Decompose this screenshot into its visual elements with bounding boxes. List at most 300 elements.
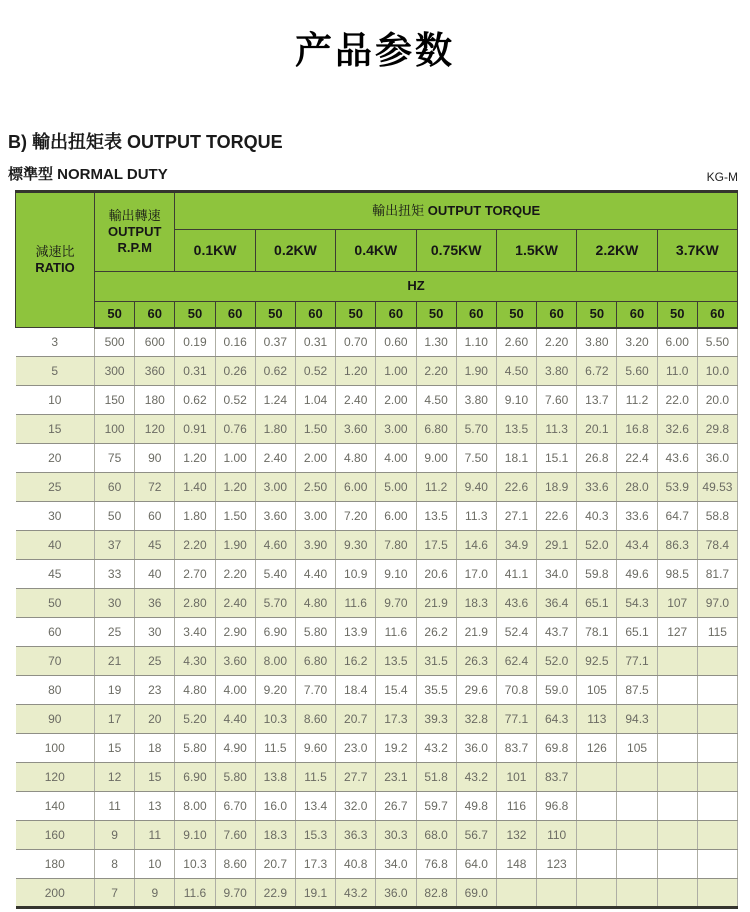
- table-row: [16, 328, 738, 357]
- value-cell: 600: [135, 328, 175, 357]
- value-cell: 4.80: [295, 589, 335, 618]
- value-cell: 68.0: [416, 821, 456, 850]
- value-cell: 60: [135, 502, 175, 531]
- value-cell: [617, 850, 657, 879]
- table-row: [16, 444, 738, 473]
- value-cell: [537, 879, 577, 908]
- value-cell: 300: [95, 357, 135, 386]
- value-cell: 1.20: [175, 444, 215, 473]
- value-cell: 33: [95, 560, 135, 589]
- value-cell: [697, 792, 737, 821]
- value-cell: 0.62: [255, 357, 295, 386]
- value-cell: 1.80: [255, 415, 295, 444]
- table-row: [16, 879, 738, 908]
- value-cell: 13.9: [336, 618, 376, 647]
- value-cell: 6.00: [336, 473, 376, 502]
- value-cell: [697, 676, 737, 705]
- value-cell: 62.4: [496, 647, 536, 676]
- value-cell: 16.2: [336, 647, 376, 676]
- value-cell: 40.8: [336, 850, 376, 879]
- value-cell: 2.40: [255, 444, 295, 473]
- value-cell: 6.00: [376, 502, 416, 531]
- value-cell: [657, 647, 697, 676]
- ratio-column-header: [16, 192, 95, 328]
- value-cell: 7.80: [376, 531, 416, 560]
- value-cell: 17.0: [456, 560, 496, 589]
- value-cell: 20.7: [255, 850, 295, 879]
- value-cell: 76.8: [416, 850, 456, 879]
- table-row: [16, 647, 738, 676]
- value-cell: 15: [135, 763, 175, 792]
- ratio-cell: 140: [16, 792, 95, 821]
- value-cell: 35.5: [416, 676, 456, 705]
- value-cell: 52.0: [537, 647, 577, 676]
- value-cell: 32.0: [336, 792, 376, 821]
- value-cell: [657, 705, 697, 734]
- value-cell: 9.20: [255, 676, 295, 705]
- table-row: [16, 676, 738, 705]
- value-cell: 2.00: [295, 444, 335, 473]
- value-cell: 43.7: [537, 618, 577, 647]
- ratio-cell: 120: [16, 763, 95, 792]
- value-cell: 100: [95, 415, 135, 444]
- value-cell: 30: [135, 618, 175, 647]
- value-cell: 6.90: [255, 618, 295, 647]
- value-cell: 11.5: [295, 763, 335, 792]
- value-cell: 9.10: [175, 821, 215, 850]
- value-cell: 78.1: [577, 618, 617, 647]
- value-cell: 69.8: [537, 734, 577, 763]
- value-cell: 87.5: [617, 676, 657, 705]
- value-cell: 18: [135, 734, 175, 763]
- value-cell: 3.80: [456, 386, 496, 415]
- ratio-cell: 45: [16, 560, 95, 589]
- value-cell: 13.5: [376, 647, 416, 676]
- torque-group-header: [175, 192, 738, 230]
- value-cell: 9.60: [295, 734, 335, 763]
- value-cell: 77.1: [617, 647, 657, 676]
- rpm-label-en1: OUTPUT: [107, 223, 162, 239]
- value-cell: 180: [135, 386, 175, 415]
- value-cell: 0.31: [175, 357, 215, 386]
- value-cell: 25: [95, 618, 135, 647]
- value-cell: 19.2: [376, 734, 416, 763]
- value-cell: 33.6: [617, 502, 657, 531]
- value-cell: 8.00: [175, 792, 215, 821]
- value-cell: [697, 850, 737, 879]
- value-cell: 31.5: [416, 647, 456, 676]
- value-cell: 0.26: [215, 357, 255, 386]
- value-cell: 1.20: [336, 357, 376, 386]
- value-cell: 11.3: [456, 502, 496, 531]
- hz-value-header: 50: [416, 302, 456, 328]
- value-cell: [657, 676, 697, 705]
- value-cell: 116: [496, 792, 536, 821]
- value-cell: 115: [697, 618, 737, 647]
- value-cell: 90: [135, 444, 175, 473]
- table-row: [16, 560, 738, 589]
- value-cell: 34.0: [376, 850, 416, 879]
- value-cell: 5.80: [175, 734, 215, 763]
- torque-label-en: OUTPUT TORQUE: [427, 202, 541, 218]
- value-cell: 6.90: [175, 763, 215, 792]
- value-cell: 43.4: [617, 531, 657, 560]
- ratio-cell: 10: [16, 386, 95, 415]
- hz-value-header: 60: [617, 302, 657, 328]
- value-cell: 105: [577, 676, 617, 705]
- value-cell: 3.90: [295, 531, 335, 560]
- value-cell: 110: [537, 821, 577, 850]
- value-cell: [577, 879, 617, 908]
- value-cell: 500: [95, 328, 135, 357]
- value-cell: 22.6: [496, 473, 536, 502]
- value-cell: 3.80: [537, 357, 577, 386]
- value-cell: 96.8: [537, 792, 577, 821]
- hz-value-header: 60: [456, 302, 496, 328]
- value-cell: 4.80: [175, 676, 215, 705]
- value-cell: 15.1: [537, 444, 577, 473]
- ratio-cell: 50: [16, 589, 95, 618]
- value-cell: 3.20: [617, 328, 657, 357]
- value-cell: 49.6: [617, 560, 657, 589]
- value-cell: 11.6: [336, 589, 376, 618]
- value-cell: 2.60: [496, 328, 536, 357]
- value-cell: 13.7: [577, 386, 617, 415]
- value-cell: 65.1: [577, 589, 617, 618]
- value-cell: 6.72: [577, 357, 617, 386]
- value-cell: 0.76: [215, 415, 255, 444]
- subtitle-row: [8, 163, 738, 184]
- value-cell: [496, 879, 536, 908]
- value-cell: 15: [95, 734, 135, 763]
- value-cell: 10.9: [336, 560, 376, 589]
- value-cell: 43.2: [336, 879, 376, 908]
- value-cell: 3.00: [255, 473, 295, 502]
- ratio-cell: 180: [16, 850, 95, 879]
- value-cell: 7.70: [295, 676, 335, 705]
- table-row: [16, 792, 738, 821]
- value-cell: 54.3: [617, 589, 657, 618]
- value-cell: 11.0: [657, 357, 697, 386]
- value-cell: 11: [135, 821, 175, 850]
- value-cell: 9.00: [416, 444, 456, 473]
- value-cell: [697, 879, 737, 908]
- ratio-cell: 15: [16, 415, 95, 444]
- value-cell: 1.50: [295, 415, 335, 444]
- value-cell: 2.20: [416, 357, 456, 386]
- kw-column-header: 0.2KW: [255, 230, 335, 272]
- value-cell: 15.3: [295, 821, 335, 850]
- value-cell: [617, 879, 657, 908]
- value-cell: 1.00: [215, 444, 255, 473]
- rpm-label-zh: 輸出轉速: [108, 207, 161, 223]
- value-cell: 50: [95, 502, 135, 531]
- value-cell: 65.1: [617, 618, 657, 647]
- hz-value-header: 50: [496, 302, 536, 328]
- value-cell: 7.20: [336, 502, 376, 531]
- value-cell: 78.4: [697, 531, 737, 560]
- value-cell: [657, 763, 697, 792]
- ratio-cell: 200: [16, 879, 95, 908]
- value-cell: 2.20: [215, 560, 255, 589]
- subsection-title: 標準型 NORMAL DUTY: [8, 166, 168, 183]
- value-cell: 2.90: [215, 618, 255, 647]
- value-cell: 56.7: [456, 821, 496, 850]
- value-cell: 59.0: [537, 676, 577, 705]
- value-cell: 1.90: [456, 357, 496, 386]
- value-cell: 3.00: [295, 502, 335, 531]
- value-cell: 11.6: [376, 618, 416, 647]
- value-cell: 19: [95, 676, 135, 705]
- value-cell: 1.80: [175, 502, 215, 531]
- value-cell: 13.5: [416, 502, 456, 531]
- value-cell: 2.40: [336, 386, 376, 415]
- value-cell: 5.50: [697, 328, 737, 357]
- value-cell: 98.5: [657, 560, 697, 589]
- value-cell: 6.80: [416, 415, 456, 444]
- value-cell: 10.3: [255, 705, 295, 734]
- value-cell: 10.3: [175, 850, 215, 879]
- value-cell: 1.90: [215, 531, 255, 560]
- value-cell: 1.24: [255, 386, 295, 415]
- value-cell: 0.60: [376, 328, 416, 357]
- value-cell: 59.7: [416, 792, 456, 821]
- ratio-cell: 100: [16, 734, 95, 763]
- value-cell: 2.80: [175, 589, 215, 618]
- value-cell: 17.3: [376, 705, 416, 734]
- value-cell: 43.2: [456, 763, 496, 792]
- value-cell: 18.3: [255, 821, 295, 850]
- value-cell: 70.8: [496, 676, 536, 705]
- value-cell: 75: [95, 444, 135, 473]
- value-cell: 1.40: [175, 473, 215, 502]
- ratio-cell: 60: [16, 618, 95, 647]
- value-cell: 43.6: [657, 444, 697, 473]
- value-cell: 52.4: [496, 618, 536, 647]
- value-cell: 20.6: [416, 560, 456, 589]
- table-header: [16, 192, 738, 328]
- rpm-column-header: [95, 192, 175, 272]
- value-cell: 17: [95, 705, 135, 734]
- value-cell: 4.50: [496, 357, 536, 386]
- kw-column-header: 0.75KW: [416, 230, 496, 272]
- value-cell: 0.70: [336, 328, 376, 357]
- value-cell: 52.0: [577, 531, 617, 560]
- table-row: [16, 821, 738, 850]
- table-row: [16, 502, 738, 531]
- value-cell: [697, 705, 737, 734]
- value-cell: 2.50: [295, 473, 335, 502]
- value-cell: 4.90: [215, 734, 255, 763]
- value-cell: 123: [537, 850, 577, 879]
- value-cell: 0.37: [255, 328, 295, 357]
- value-cell: 9: [135, 879, 175, 908]
- value-cell: 1.50: [215, 502, 255, 531]
- value-cell: 19.1: [295, 879, 335, 908]
- value-cell: 7.60: [215, 821, 255, 850]
- ratio-cell: 5: [16, 357, 95, 386]
- value-cell: 0.52: [295, 357, 335, 386]
- torque-label-zh: 輸出扭矩: [372, 202, 425, 218]
- value-cell: 0.16: [215, 328, 255, 357]
- value-cell: 3.00: [376, 415, 416, 444]
- table-row: [16, 386, 738, 415]
- value-cell: 8: [95, 850, 135, 879]
- value-cell: 4.40: [295, 560, 335, 589]
- value-cell: 22.0: [657, 386, 697, 415]
- value-cell: 28.0: [617, 473, 657, 502]
- value-cell: 86.3: [657, 531, 697, 560]
- value-cell: [617, 763, 657, 792]
- value-cell: [657, 821, 697, 850]
- hz-value-header: 60: [295, 302, 335, 328]
- value-cell: 51.8: [416, 763, 456, 792]
- value-cell: [577, 850, 617, 879]
- value-cell: [697, 821, 737, 850]
- value-cell: 32.6: [657, 415, 697, 444]
- value-cell: 94.3: [617, 705, 657, 734]
- value-cell: 36.3: [336, 821, 376, 850]
- value-cell: 2.20: [537, 328, 577, 357]
- ratio-cell: 90: [16, 705, 95, 734]
- ratio-cell: 70: [16, 647, 95, 676]
- value-cell: 30.3: [376, 821, 416, 850]
- value-cell: 22.6: [537, 502, 577, 531]
- value-cell: 13.4: [295, 792, 335, 821]
- ratio-cell: 25: [16, 473, 95, 502]
- value-cell: 49.53: [697, 473, 737, 502]
- value-cell: 20.7: [336, 705, 376, 734]
- table-row: [16, 357, 738, 386]
- value-cell: 9: [95, 821, 135, 850]
- value-cell: 45: [135, 531, 175, 560]
- value-cell: 36.0: [376, 879, 416, 908]
- value-cell: [577, 763, 617, 792]
- table-row: [16, 531, 738, 560]
- ratio-cell: 80: [16, 676, 95, 705]
- value-cell: 36.0: [456, 734, 496, 763]
- value-cell: 3.60: [215, 647, 255, 676]
- value-cell: 32.8: [456, 705, 496, 734]
- value-cell: 0.52: [215, 386, 255, 415]
- value-cell: [657, 879, 697, 908]
- value-cell: 25: [135, 647, 175, 676]
- value-cell: 5.00: [376, 473, 416, 502]
- value-cell: 20.1: [577, 415, 617, 444]
- value-cell: 2.20: [175, 531, 215, 560]
- kw-column-header: 3.7KW: [657, 230, 737, 272]
- value-cell: 40.3: [577, 502, 617, 531]
- value-cell: 29.6: [456, 676, 496, 705]
- value-cell: 17.5: [416, 531, 456, 560]
- value-cell: 14.6: [456, 531, 496, 560]
- value-cell: 0.31: [295, 328, 335, 357]
- value-cell: 64.3: [537, 705, 577, 734]
- value-cell: 105: [617, 734, 657, 763]
- value-cell: 26.2: [416, 618, 456, 647]
- page-title: 产品参数: [295, 30, 455, 71]
- value-cell: 43.2: [416, 734, 456, 763]
- value-cell: 59.8: [577, 560, 617, 589]
- unit-label: KG-M: [706, 170, 738, 184]
- ratio-label-zh: 減速比: [35, 243, 75, 259]
- value-cell: 7.50: [456, 444, 496, 473]
- value-cell: 4.00: [215, 676, 255, 705]
- value-cell: 30: [95, 589, 135, 618]
- table-body: [16, 328, 738, 908]
- value-cell: 10: [135, 850, 175, 879]
- value-cell: 5.80: [295, 618, 335, 647]
- value-cell: [697, 647, 737, 676]
- kw-column-header: 1.5KW: [496, 230, 576, 272]
- value-cell: 23.1: [376, 763, 416, 792]
- value-cell: 0.62: [175, 386, 215, 415]
- value-cell: 7.60: [537, 386, 577, 415]
- value-cell: 60: [95, 473, 135, 502]
- value-cell: [697, 763, 737, 792]
- value-cell: 27.7: [336, 763, 376, 792]
- value-cell: 36: [135, 589, 175, 618]
- value-cell: 2.40: [215, 589, 255, 618]
- value-cell: 18.1: [496, 444, 536, 473]
- value-cell: 34.9: [496, 531, 536, 560]
- value-cell: 21: [95, 647, 135, 676]
- value-cell: 82.8: [416, 879, 456, 908]
- value-cell: 34.0: [537, 560, 577, 589]
- rpm-label-en2: R.P.M: [117, 240, 152, 256]
- hz-value-header: 50: [657, 302, 697, 328]
- table-row: [16, 850, 738, 879]
- ratio-cell: 30: [16, 502, 95, 531]
- value-cell: 6.70: [215, 792, 255, 821]
- hz-value-header: 50: [95, 302, 135, 328]
- value-cell: 9.40: [456, 473, 496, 502]
- value-cell: 5.80: [215, 763, 255, 792]
- value-cell: 132: [496, 821, 536, 850]
- value-cell: 0.91: [175, 415, 215, 444]
- value-cell: 13: [135, 792, 175, 821]
- value-cell: 1.10: [456, 328, 496, 357]
- value-cell: 5.40: [255, 560, 295, 589]
- hz-value-header: 50: [336, 302, 376, 328]
- kw-column-header: 2.2KW: [577, 230, 657, 272]
- value-cell: 3.40: [175, 618, 215, 647]
- value-cell: 107: [657, 589, 697, 618]
- value-cell: 5.70: [456, 415, 496, 444]
- value-cell: 15.4: [376, 676, 416, 705]
- value-cell: 39.3: [416, 705, 456, 734]
- value-cell: 26.7: [376, 792, 416, 821]
- hz-value-header: 50: [175, 302, 215, 328]
- value-cell: [617, 792, 657, 821]
- value-cell: 5.60: [617, 357, 657, 386]
- value-cell: [657, 734, 697, 763]
- value-cell: 8.60: [215, 850, 255, 879]
- table-row: [16, 473, 738, 502]
- value-cell: 4.00: [376, 444, 416, 473]
- value-cell: 53.9: [657, 473, 697, 502]
- table-row: [16, 618, 738, 647]
- value-cell: 29.1: [537, 531, 577, 560]
- value-cell: 22.9: [255, 879, 295, 908]
- value-cell: 1.20: [215, 473, 255, 502]
- value-cell: 20.0: [697, 386, 737, 415]
- ratio-label-en: RATIO: [35, 260, 75, 275]
- value-cell: 113: [577, 705, 617, 734]
- value-cell: 4.80: [336, 444, 376, 473]
- value-cell: 16.8: [617, 415, 657, 444]
- value-cell: 23.0: [336, 734, 376, 763]
